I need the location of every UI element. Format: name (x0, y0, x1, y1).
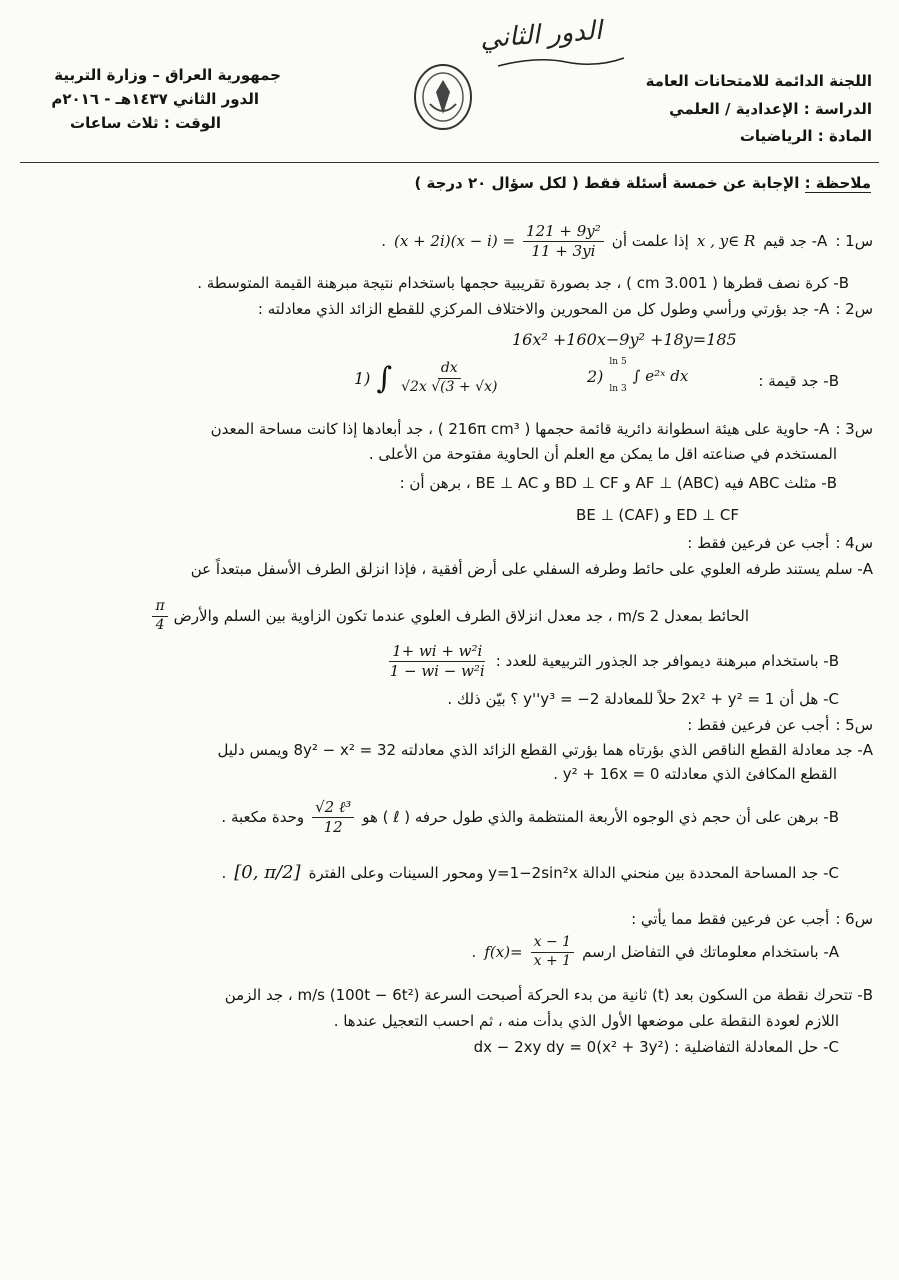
header-time: الوقت : ثلاث ساعات (70, 114, 221, 132)
q5-b-fraction: $\frac{\text{√2 ℓ³}}{12}$ (312, 798, 354, 837)
q1-a-text: A- جد قيم (763, 232, 828, 251)
handwritten-underline (496, 52, 626, 72)
q2-a-text: A- جد بؤرتي ورأسي وطول كل من المحورين والاختلاف المركزي للقطع الزائد الذي معادلته : (257, 300, 830, 318)
exam-note (414, 174, 871, 192)
q3-b-line2: ED ⊥ CF و BE ⊥ (CAF) (576, 506, 739, 524)
q3-a-line1: س3 : A- حاوية على هيئة اسطوانة دائرية قائمة حجمها ( 216π cm³ ) ، جد أبعادها إذا كانت مساحة المعدن (210, 420, 873, 438)
q3-a-line2: المستخدم في صناعته اقل ما يمكن مع العلم أن الحاوية مفتوحة من الأعلى . (368, 445, 837, 463)
q6-a-function: f(x)= (484, 943, 523, 961)
handwritten-note: الدور الثاني (479, 15, 603, 55)
q2-b2-limits: ln 5 ln 3 (609, 357, 627, 394)
q5-c-interval: [0, π/2] (234, 862, 301, 883)
q5-label: س5 : (835, 716, 873, 734)
q1-a-fraction: $\frac{\text{121 + 9y²}}{11 + 3yi}$ (523, 222, 604, 261)
q6-b-line1: B- تتحرك نقطة من السكون بعد (t) ثانية من بدء الحركة أصبحت السرعة (100t − 6t²) m/s ، جد الزمن (224, 986, 873, 1004)
q1-b: B- كرة نصف قطرها ( 3.001 cm ) ، جد بصورة تقريبية حجمها باستخدام نتيجة مبرهنة القيمة المتوسطة . (197, 274, 849, 292)
note-text: الإجابة عن خمسة أسئلة فقط ( لكل سؤال ٢٠ درجة ) (414, 174, 805, 192)
q5-a-line2: القطع المكافئ الذي معادلته y² + 16x = 0 . (553, 765, 837, 783)
q4-a-line1: A- سلم يستند طرفه العلوي على حائط وطرفه السفلي على أرض أفقية ، فإذا انزلق الطرف الأسفل مبتعداً عن (190, 560, 873, 578)
q1-a-equation: (x + 2i)(x − i) = (394, 232, 516, 251)
emblem-seal-icon (412, 62, 474, 132)
q5-c: C- جد المساحة المحددة بين منحني الدالة y=1−2sin²x ومحور السينات وعلى الفترة [0, π/2] . (221, 862, 839, 883)
q4-b: B- باستخدام مبرهنة ديموافر جد الجذور التربيعية للعدد : $\frac{\text{1+ wi + w²i}}{\text{1 − wi − w²i}}$ (387, 642, 839, 681)
q2-b2-integral: ∫ e²ˣ dx (632, 367, 689, 385)
q5-a-line1: A- جد معادلة القطع الناقص الذي بؤرتاه هما بؤرتي القطع الزائد الذي معادلته 32 = 8y² − x² ويمس دليل (217, 741, 873, 759)
q3-label: س3 : (835, 420, 873, 438)
q6-b-line2: اللازم لعودة النقطة على موضعها الأول الذي بدأت منه ، ثم احسب التعجيل عندها . (333, 1012, 839, 1030)
q4-a-line2: الحائط بمعدل 2 m/s ، جد معدل انزلاق الطرف العلوي عندما تكون الزاوية بين السلم والأرض $\frac{\pi}{4}$ (152, 598, 749, 634)
q6-c: C- حل المعادلة التفاضلية : (x² + 3y²)dx − 2xy dy = 0 (473, 1038, 839, 1056)
q3-b-line1: B- مثلث ABC فيه AF ⊥ (ABC) و BD ⊥ CF و BE ⊥ AC ، برهن أن : (399, 474, 837, 492)
q1-a: س1 : A- جد قيم x , y∈ R إذا علمت أن $\frac{\text{121 + 9y²}}{11 + 3yi}$ (x + 2i)(x − i) = . (381, 222, 873, 260)
header-session: الدور الثاني ١٤٣٧هـ - ٢٠١٦م (51, 90, 259, 108)
header-ministry: جمهورية العراق – وزارة التربية (54, 66, 281, 84)
q1-a-if: إذا علمت أن (611, 232, 689, 251)
q6-label: س6 : (835, 910, 873, 928)
q6-intro: س6 : أجب عن فرعين فقط مما يأتي : (631, 910, 873, 928)
header-subject: المادة : الرياضيات (739, 127, 872, 145)
q4-c: C- هل أن 1 = 2x² + y² حلاً للمعادلة 2− = y''y³ ؟ بيّن ذلك . (447, 690, 839, 708)
integral-sign-icon: ∫ (376, 360, 393, 396)
q6-a-fraction: $\frac{x - 1}{x + 1}$ (531, 934, 574, 970)
q2-b-text: B- جد قيمة : (758, 372, 839, 390)
q5-b: B- برهن على أن حجم ذي الوجوه الأربعة المنتظمة والذي طول حرفه ( ℓ ) هو $\frac{\text{√2 ℓ³}}{12}$ وحدة مكعبة . (221, 798, 839, 836)
q6-a: A- باستخدام معلوماتك في التفاضل ارسم $\frac{x - 1}{x + 1}$ f(x)= . (471, 934, 839, 969)
q4-label: س4 : (835, 534, 873, 552)
q1-a-vars: x , y∈ R (696, 232, 756, 251)
q2-b1: 1) ∫ $\frac{dx}{√2x √(3 + √x)}$ (354, 360, 500, 396)
q2-b2: 2) ln 5 ln 3 ∫ e²ˣ dx (587, 357, 689, 394)
q4-intro: س4 : أجب عن فرعين فقط : (687, 534, 873, 552)
header-divider (20, 162, 879, 163)
q4-b-fraction: $\frac{\text{1+ wi + w²i}}{\text{1 − wi − w²i}}$ (389, 642, 485, 680)
q4-a-fraction: $\frac{\pi}{4}$ (152, 598, 167, 634)
q2-b1-fraction: $\frac{dx}{√2x √(3 + √x)}$ (401, 360, 498, 395)
q1-label: س1 : (835, 232, 873, 251)
header-study: الدراسة : الإعدادية / العلمي (669, 100, 872, 118)
q5-intro: س5 : أجب عن فرعين فقط : (687, 716, 873, 734)
q2-label: س2 : (835, 300, 873, 318)
q2-a-equation: 16x² +160x−9y² +18y=185 (512, 330, 737, 349)
note-label: ملاحظة : (804, 174, 871, 192)
header-committee: اللجنة الدائمة للامتحانات العامة (645, 72, 872, 90)
q2-a (258, 300, 873, 318)
